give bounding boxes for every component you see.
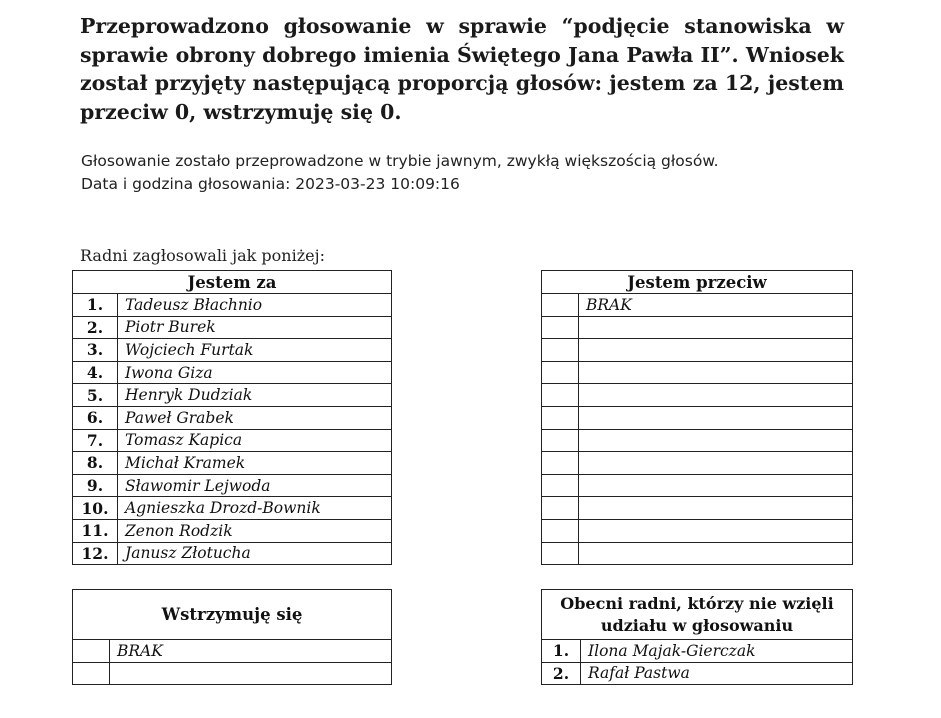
table-row: 2. Rafał Pastwa [542, 662, 853, 685]
votes-for-table [72, 270, 392, 565]
table-row [542, 361, 853, 384]
table-row [73, 640, 392, 663]
present-not-voting-table [541, 589, 853, 685]
table-row: 9. Sławomir Lejwoda [73, 474, 392, 497]
voting-info [81, 150, 841, 196]
table-row: 4. Iwona Giza [73, 361, 392, 384]
table-row: 10. Agnieszka Drozd-Bownik [73, 497, 392, 520]
table-row: 12. Janusz Złotucha [73, 542, 392, 565]
table-row: 8. Michał Kramek [73, 452, 392, 475]
abstain-none: BRAK [110, 640, 392, 663]
table-row [542, 497, 853, 520]
table-row [542, 474, 853, 497]
table-row [73, 662, 392, 685]
table-row [542, 406, 853, 429]
votes-against-header: Jestem przeciw [542, 271, 853, 294]
table-row: 2. Piotr Burek [73, 316, 392, 339]
councillors-label: Radni zagłosowali jak poniżej: [80, 246, 325, 265]
resolution-heading: Przeprowadzono głosowanie w sprawie “podjęcie stanowiska w sprawie obrony dobrego imienia Świętego Jana Pawła II”. Wniosek został przyjęty następującą proporcją głosów: jestem za 12, jestem przeciw 0, wstrzymuję się 0. [80, 14, 844, 124]
table-row [542, 542, 853, 565]
votes-for-header: Jestem za [73, 271, 392, 294]
abstain-header: Wstrzymuję się [73, 590, 392, 640]
table-row: 5. Henryk Dudziak [73, 384, 392, 407]
table-row [542, 452, 853, 475]
table-row [542, 316, 853, 339]
voting-mode-text: Głosowanie zostało przeprowadzone w trybie jawnym, zwykłą większością głosów. [81, 152, 719, 170]
table-row: 1. Ilona Majak-Gierczak [542, 640, 853, 663]
votes-against-table [541, 270, 853, 565]
voting-datetime-text: Data i godzina głosowania: 2023-03-23 10:09:16 [81, 175, 460, 193]
table-row [542, 429, 853, 452]
table-row [542, 384, 853, 407]
table-row: 1. Tadeusz Błachnio [73, 294, 392, 317]
table-row [542, 339, 853, 362]
votes-against-none: BRAK [579, 294, 853, 317]
present-not-voting-header: Obecni radni, którzy nie wzięli udziału w głosowaniu [542, 590, 853, 640]
table-row [542, 294, 853, 317]
table-row: 6. Paweł Grabek [73, 406, 392, 429]
table-row: 3. Wojciech Furtak [73, 339, 392, 362]
table-row: 7. Tomasz Kapica [73, 429, 392, 452]
table-row [542, 519, 853, 542]
table-row: 11. Zenon Rodzik [73, 519, 392, 542]
abstain-table [72, 589, 392, 685]
